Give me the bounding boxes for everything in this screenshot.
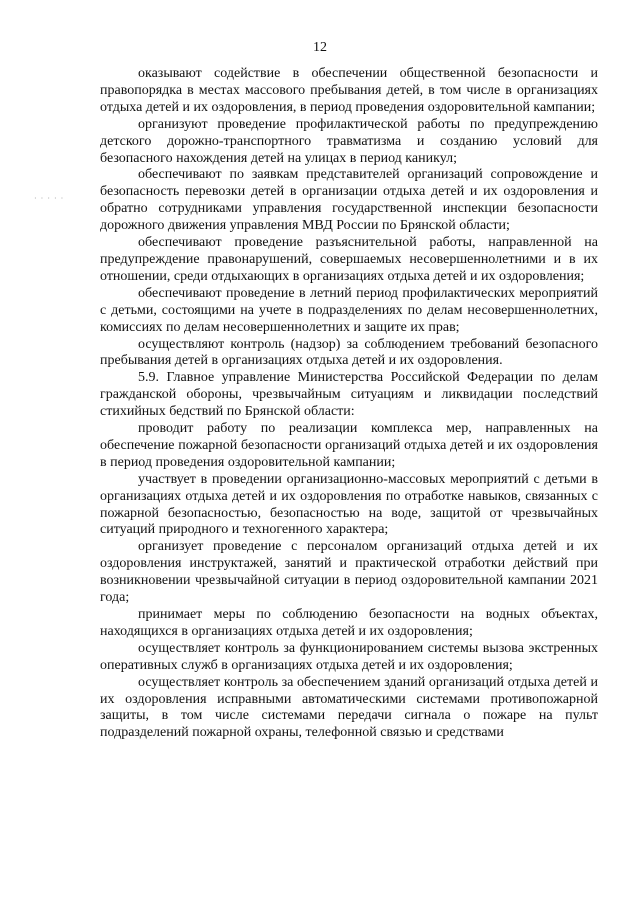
paragraph: проводит работу по реализации комплекса мер, направленных на обеспечение пожарной безопасности организаций отдыха детей и их оздоровления в период проведения оздоровительной кампании;: [100, 421, 598, 470]
paragraph: обеспечивают проведение разъяснительной работы, направленной на предупреждение правонарушений, совершаемых несовершеннолетними и в их отношении, среди отдыхающих в организациях отдыха детей и их оздоровления;: [100, 235, 598, 284]
paragraph: организуют проведение профилактической работы по предупреждению детского дорожно-транспортного травматизма и созданию условий для безопасного нахождения детей на улицах в период каникул;: [100, 116, 598, 166]
paragraph: организует проведение с персоналом организаций отдыха детей и их оздоровления инструктажей, занятий и практической отработки действий при возникновении чрезвычайной ситуации в период оздоровительной кампании 2021 года;: [100, 539, 598, 606]
paragraph: обеспечивают проведение в летний период профилактических мероприятий с детьми, состоящими на учете в подразделениях по делам несовершеннолетних, комиссиях по делам несовершеннолетних и защите их прав;: [100, 285, 598, 335]
document-body: [100, 66, 598, 742]
paragraph: 5.9. Главное управление Министерства Российской Федерации по делам гражданской обороны, чрезвычайным ситуациям и ликвидации последствий стихийных бедствий по Брянской области:: [100, 370, 598, 420]
paragraph: осуществляют контроль (надзор) за соблюдением требований безопасного пребывания детей в организациях отдыха детей и их оздоровления.: [100, 336, 598, 369]
paragraph: оказывают содействие в обеспечении общественной безопасности и правопорядка в местах массового пребывания детей, в том числе в организациях отдыха детей и их оздоровления, в период проведения оздоровительной кампании;: [100, 66, 598, 115]
paragraph: осуществляет контроль за обеспечением зданий организаций отдыха детей и их оздоровления исправными автоматическими системами противопожарной защиты, в том числе системами передачи сигнала о пожаре на пульт подразделений пожарной охраны, телефонной связью и средствами: [100, 674, 598, 741]
paragraph: осуществляет контроль за функционированием системы вызова экстренных оперативных служб в организациях отдыха детей и их оздоровления;: [100, 640, 598, 673]
scan-speck: · · · · ·: [34, 194, 65, 203]
paragraph: принимает меры по соблюдению безопасности на водных объектах, находящихся в организациях отдыха детей и их оздоровления;: [100, 607, 598, 639]
page-number: 12: [313, 40, 327, 55]
paragraph: обеспечивают по заявкам представителей организаций сопровождение и безопасность перевозки детей в организации отдыха детей и их оздоровления и обратно сотрудниками управления государственной инспекции безопасности дорожного движения управления МВД России по Брянской области;: [100, 167, 598, 234]
paragraph: участвует в проведении организационно-массовых мероприятий с детьми в организациях отдыха детей и их оздоровления по отработке навыков, связанных с пожарной безопасностью, безопасностью на воде, защитой от чрезвычайных ситуаций природного и техногенного характера;: [100, 471, 598, 538]
